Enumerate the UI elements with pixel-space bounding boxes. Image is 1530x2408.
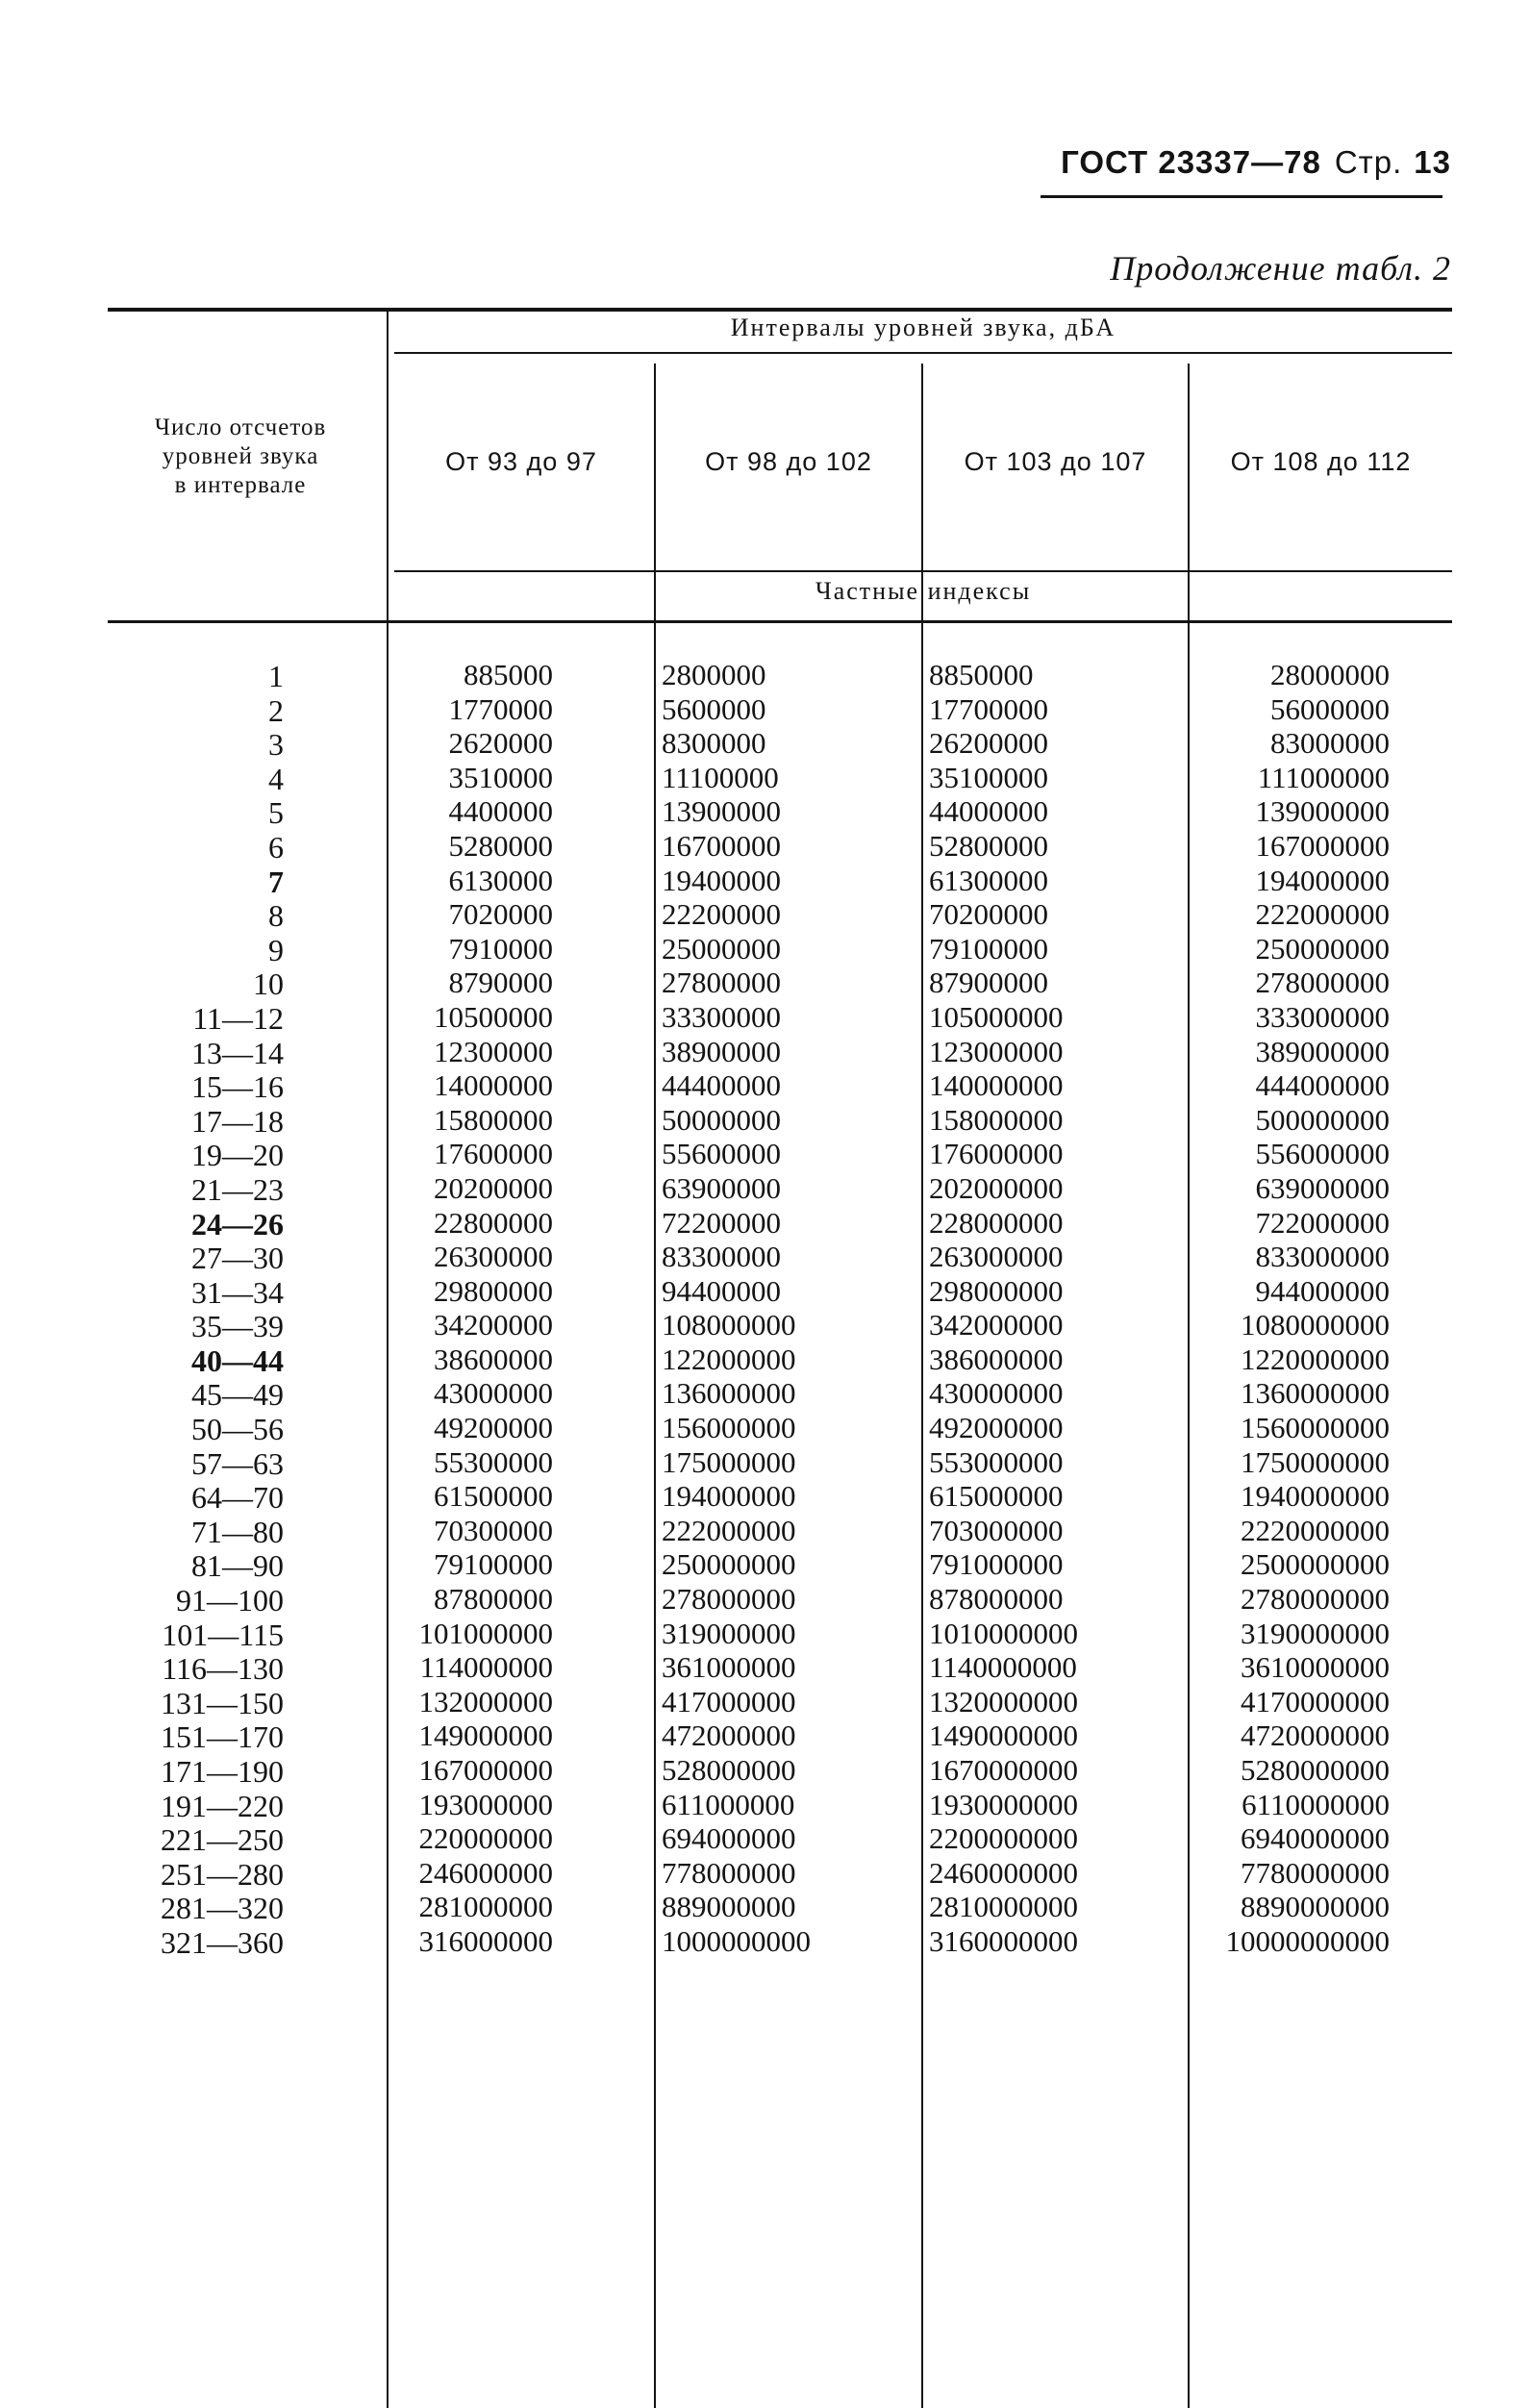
table-cell: 70300000 — [434, 1513, 553, 1547]
table-cell: 278000000 — [1255, 966, 1390, 1000]
table-cell: 149000000 — [418, 1718, 553, 1753]
table-cell: 7020000 — [448, 897, 553, 932]
table-cell: 1930000000 — [929, 1787, 1078, 1821]
page-header — [1061, 144, 1451, 181]
table-cell: 444000000 — [1255, 1068, 1390, 1103]
table-cell: 1770000 — [448, 691, 553, 726]
table-cell: 6130000 — [448, 863, 553, 897]
table-cell: 61500000 — [434, 1479, 553, 1514]
table-cell: 553000000 — [929, 1444, 1064, 1479]
row-count: 281—320 — [161, 1891, 284, 1926]
table-cell: 52800000 — [929, 828, 1048, 863]
table-cell: 2780000000 — [1241, 1582, 1390, 1617]
table-cell: 26300000 — [434, 1240, 553, 1274]
standard-code: ГОСТ 23337—78 — [1061, 144, 1321, 180]
row-count: 251—280 — [161, 1856, 284, 1892]
row-count: 116—130 — [162, 1651, 284, 1687]
table-cell: 140000000 — [929, 1068, 1064, 1103]
table-continuation-caption: Продолжение табл. 2 — [1110, 249, 1451, 288]
table-cell: 2810000000 — [929, 1890, 1078, 1924]
table-cell: 108000000 — [662, 1308, 796, 1342]
table-cell: 528000000 — [662, 1753, 796, 1787]
table-cell: 194000000 — [662, 1479, 796, 1514]
table-cell: 167000000 — [418, 1753, 553, 1787]
table-cell: 27800000 — [662, 966, 781, 1000]
table-cell: 72200000 — [662, 1205, 781, 1240]
table-cell: 38600000 — [434, 1342, 553, 1376]
table-top-rule — [108, 308, 1452, 312]
table-cell: 263000000 — [929, 1240, 1064, 1274]
table-cell: 101000000 — [418, 1616, 553, 1650]
table-cell: 83000000 — [1270, 726, 1390, 761]
table-cell: 2460000000 — [929, 1855, 1078, 1890]
table-cell: 193000000 — [418, 1787, 553, 1821]
table-cell: 500000000 — [1255, 1102, 1390, 1137]
row-count: 151—170 — [161, 1719, 284, 1755]
table-cell: 105000000 — [929, 999, 1064, 1034]
table-cell: 158000000 — [929, 1102, 1064, 1137]
table-cell: 281000000 — [418, 1890, 553, 1924]
table-cell: 8300000 — [662, 726, 766, 761]
table-cell: 2800000 — [662, 658, 766, 691]
row-count: 45—49 — [191, 1377, 284, 1413]
table-cell: 19400000 — [662, 863, 781, 897]
table-cell: 8790000 — [448, 966, 553, 1000]
table-cell: 56000000 — [1270, 691, 1390, 726]
table-cell: 25000000 — [662, 931, 781, 966]
values-column-98-102 — [662, 658, 823, 1959]
table-cell: 222000000 — [1255, 897, 1390, 932]
table-cell: 61300000 — [929, 863, 1048, 897]
table-cell: 6110000000 — [1242, 1787, 1390, 1821]
table-cell: 361000000 — [662, 1650, 796, 1685]
table-cell: 202000000 — [929, 1170, 1064, 1205]
table-cell: 611000000 — [662, 1787, 795, 1821]
table-cell: 472000000 — [662, 1718, 796, 1753]
column-header-98-102: От 98 до 102 — [705, 447, 872, 476]
row-count: 9 — [268, 932, 284, 967]
group-header: Интервалы уровней звука, дБА — [730, 314, 1116, 341]
table-cell: 4170000000 — [1241, 1684, 1390, 1718]
table-cell: 123000000 — [929, 1034, 1064, 1068]
row-count: 21—23 — [191, 1171, 284, 1207]
row-count: 15—16 — [191, 1069, 284, 1105]
row-count: 10 — [253, 966, 284, 1002]
table-cell: 298000000 — [929, 1273, 1064, 1308]
table-cell: 791000000 — [929, 1547, 1064, 1582]
values-column-108-112 — [1197, 658, 1390, 1959]
row-count: 13—14 — [191, 1035, 284, 1070]
table-cell: 83300000 — [662, 1240, 781, 1274]
table-cell: 639000000 — [1255, 1170, 1390, 1205]
table-cell: 1750000000 — [1241, 1444, 1390, 1479]
table-cell: 778000000 — [662, 1855, 796, 1890]
row-count: 8 — [268, 898, 284, 934]
columns-bottom-rule — [394, 570, 1452, 572]
row-count: 221—250 — [161, 1822, 284, 1858]
table-cell: 430000000 — [929, 1376, 1064, 1411]
table-cell: 889000000 — [662, 1890, 796, 1924]
row-count: 81—90 — [191, 1548, 284, 1584]
row-header-line-3: в интервале — [174, 472, 307, 498]
table-cell: 342000000 — [929, 1308, 1064, 1342]
table-cell: 94400000 — [662, 1273, 781, 1308]
table-cell: 3190000000 — [1241, 1616, 1390, 1650]
row-header — [111, 414, 370, 500]
group-header-rule — [394, 352, 1452, 354]
row-count: 4 — [268, 761, 284, 796]
table-cell: 1670000000 — [929, 1753, 1078, 1787]
table-cell: 122000000 — [662, 1342, 796, 1376]
row-header-line-1: Число отсчетов — [154, 414, 327, 440]
table-cell: 50000000 — [662, 1102, 781, 1137]
table-cell: 278000000 — [662, 1582, 796, 1617]
table-cell: 694000000 — [662, 1821, 796, 1856]
table-cell: 55300000 — [434, 1444, 553, 1479]
table-cell: 87800000 — [434, 1582, 553, 1617]
row-count: 191—220 — [161, 1788, 284, 1823]
table-cell: 250000000 — [1255, 931, 1390, 966]
table-cell: 3610000000 — [1241, 1650, 1390, 1685]
table-cell: 114000000 — [419, 1650, 553, 1685]
table-cell: 492000000 — [929, 1411, 1064, 1445]
table-cell: 10000000000 — [1225, 1923, 1390, 1958]
table-cell: 35100000 — [929, 760, 1048, 794]
table-cell: 156000000 — [662, 1411, 796, 1445]
table-cell: 1010000000 — [929, 1616, 1078, 1650]
table-cell: 722000000 — [1255, 1205, 1390, 1240]
table-cell: 250000000 — [662, 1547, 796, 1582]
table-cell: 13900000 — [662, 794, 781, 829]
header-bottom-rule — [108, 620, 1452, 623]
table-cell: 2500000000 — [1241, 1547, 1390, 1582]
row-count: 27—30 — [191, 1241, 284, 1276]
table-cell: 5280000 — [448, 828, 553, 863]
table-cell: 139000000 — [1255, 794, 1390, 829]
table-cell: 944000000 — [1255, 1273, 1390, 1308]
row-count: 1 — [268, 659, 284, 693]
table-cell: 3160000000 — [929, 1923, 1078, 1958]
row-count: 101—115 — [162, 1617, 284, 1652]
table-cell: 10500000 — [434, 999, 553, 1034]
table-cell: 1140000000 — [929, 1650, 1077, 1685]
row-count: 2 — [268, 692, 284, 728]
row-count: 321—360 — [161, 1924, 284, 1960]
table-cell: 4720000000 — [1241, 1718, 1390, 1753]
row-count: 171—190 — [161, 1754, 284, 1789]
table-cell: 79100000 — [434, 1547, 553, 1582]
table-cell: 246000000 — [418, 1855, 553, 1890]
table-cell: 8850000 — [929, 658, 1034, 691]
row-count: 11—12 — [192, 1000, 284, 1036]
table-cell: 222000000 — [662, 1513, 796, 1547]
count-column — [91, 660, 284, 1961]
table-cell: 7910000 — [448, 931, 553, 966]
table-cell: 2620000 — [448, 726, 553, 761]
table-cell: 43000000 — [434, 1376, 553, 1411]
row-header-line-2: уровней звука — [162, 443, 319, 469]
row-count: 35—39 — [191, 1309, 284, 1344]
column-divider-3 — [1188, 364, 1190, 2408]
row-count: 40—44 — [191, 1342, 284, 1378]
table-cell: 8890000000 — [1241, 1890, 1390, 1924]
table-cell: 1940000000 — [1241, 1479, 1390, 1514]
table-cell: 55600000 — [662, 1137, 781, 1171]
table-cell: 29800000 — [434, 1273, 553, 1308]
column-divider-1 — [654, 364, 656, 2408]
values-column-93-97 — [394, 658, 553, 1959]
table-cell: 833000000 — [1255, 1240, 1390, 1274]
table-cell: 1220000000 — [1241, 1342, 1390, 1376]
table-cell: 44000000 — [929, 794, 1048, 829]
table-cell: 167000000 — [1255, 828, 1390, 863]
table-cell: 111000000 — [1257, 760, 1390, 794]
table-cell: 14000000 — [434, 1068, 553, 1103]
row-count: 50—56 — [191, 1412, 284, 1447]
table-cell: 2220000000 — [1241, 1513, 1390, 1547]
table-cell: 6940000000 — [1241, 1821, 1390, 1856]
table-cell: 12300000 — [434, 1034, 553, 1068]
table-cell: 11100000 — [662, 760, 779, 794]
table-cell: 333000000 — [1255, 999, 1390, 1034]
row-count: 19—20 — [191, 1138, 284, 1173]
table-cell: 389000000 — [1255, 1034, 1390, 1068]
column-header-108-112: От 108 до 112 — [1230, 447, 1412, 476]
table-cell: 176000000 — [929, 1137, 1064, 1171]
table-cell: 5600000 — [662, 691, 766, 726]
table-cell: 7780000000 — [1241, 1855, 1390, 1890]
table-cell: 3510000 — [448, 760, 553, 794]
table-cell: 556000000 — [1255, 1137, 1390, 1171]
table-cell: 16700000 — [662, 828, 781, 863]
table-cell: 26200000 — [929, 726, 1048, 761]
table-cell: 22800000 — [434, 1205, 553, 1240]
table-cell: 1360000000 — [1241, 1376, 1390, 1411]
table-cell: 44400000 — [662, 1068, 781, 1103]
row-count: 91—100 — [176, 1583, 284, 1618]
table-cell: 20200000 — [434, 1170, 553, 1205]
row-count: 57—63 — [191, 1445, 284, 1481]
table-cell: 194000000 — [1255, 863, 1390, 897]
table-cell: 22200000 — [662, 897, 781, 932]
table-cell: 1000000000 — [662, 1923, 811, 1958]
row-count: 3 — [268, 727, 284, 763]
table-cell: 4400000 — [448, 794, 553, 829]
table-cell: 386000000 — [929, 1342, 1064, 1376]
row-count: 7 — [268, 864, 284, 899]
table-cell: 38900000 — [662, 1034, 781, 1068]
table-cell: 17600000 — [434, 1137, 553, 1171]
table-cell: 319000000 — [662, 1616, 796, 1650]
row-count: 131—150 — [161, 1685, 284, 1720]
table-cell: 49200000 — [434, 1411, 553, 1445]
table-cell: 17700000 — [929, 691, 1048, 726]
row-count: 5 — [268, 795, 284, 831]
row-count: 24—26 — [191, 1206, 284, 1242]
page-label: Стр. — [1334, 144, 1403, 180]
table-cell: 63900000 — [662, 1170, 781, 1205]
table-cell: 703000000 — [929, 1513, 1064, 1547]
table-cell: 885000 — [464, 658, 553, 691]
table-cell: 70200000 — [929, 897, 1048, 932]
table-cell: 878000000 — [929, 1582, 1064, 1617]
table-cell: 34200000 — [434, 1308, 553, 1342]
table-cell: 175000000 — [662, 1444, 796, 1479]
table-cell: 33300000 — [662, 999, 781, 1034]
table-cell: 79100000 — [929, 931, 1048, 966]
values-column-103-107 — [929, 658, 1107, 1959]
table-cell: 28000000 — [1270, 658, 1390, 691]
table-cell: 132000000 — [418, 1684, 553, 1718]
row-count: 64—70 — [191, 1480, 284, 1516]
column-header-93-97: От 93 до 97 — [445, 447, 597, 476]
table-cell: 1080000000 — [1241, 1308, 1390, 1342]
table-cell: 136000000 — [662, 1376, 796, 1411]
header-underline — [1041, 195, 1442, 198]
table-cell: 417000000 — [662, 1684, 796, 1718]
table-cell: 220000000 — [418, 1821, 553, 1856]
row-count: 17—18 — [191, 1103, 284, 1139]
table-cell: 5280000000 — [1241, 1753, 1390, 1787]
table-cell: 1490000000 — [929, 1718, 1078, 1753]
table-cell: 615000000 — [929, 1479, 1064, 1514]
table-cell: 2200000000 — [929, 1821, 1078, 1856]
row-header-divider — [387, 312, 389, 2408]
row-count: 71—80 — [191, 1514, 284, 1549]
table-cell: 228000000 — [929, 1205, 1064, 1240]
column-header-103-107: От 103 до 107 — [964, 447, 1147, 476]
sub-header: Частные индексы — [815, 577, 1032, 605]
column-divider-2 — [921, 364, 923, 2408]
table-cell: 1560000000 — [1241, 1411, 1390, 1445]
page-number: 13 — [1414, 144, 1451, 180]
row-count: 31—34 — [191, 1274, 284, 1310]
table-cell: 87900000 — [929, 966, 1048, 1000]
table-cell: 1320000000 — [929, 1684, 1078, 1718]
table-cell: 15800000 — [434, 1102, 553, 1137]
row-count: 6 — [268, 829, 284, 865]
table-cell: 316000000 — [418, 1923, 553, 1958]
